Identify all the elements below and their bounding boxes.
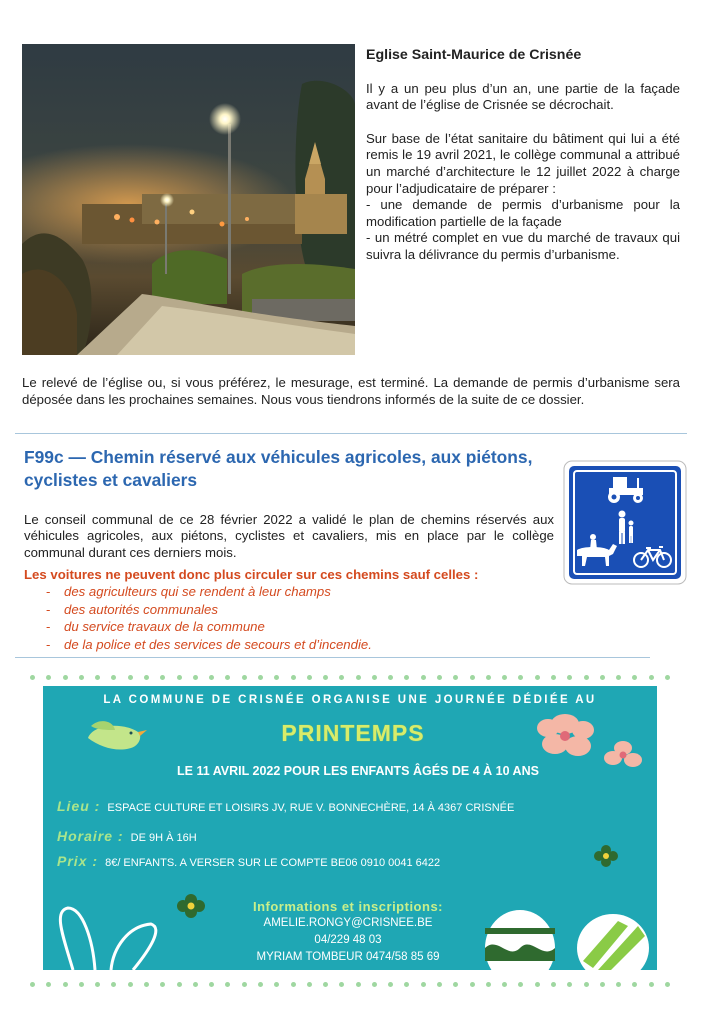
church-paragraph-2: Sur base de l’état sanitaire du bâtiment qui lui a été remis le 19 avril 2021, le collège communal a attribué un marché d’architecture le 12 juillet 2022 à charge pour l’adjudicataire de préparer :: [366, 130, 680, 196]
bird-icon: [88, 721, 147, 749]
f99c-exceptions: [24, 566, 584, 653]
section-divider: [15, 657, 650, 658]
church-list-item-2: - un métré complet en vue du marché de travaux qui suivra la délivrance du permis d’urbanisme.: [366, 230, 680, 262]
list-item: - des agriculteurs qui se rendent à leur champs: [46, 584, 331, 600]
flyer-header: LA COMMUNE DE CRISNÉE ORGANISE UNE JOURNÉE DÉDIÉE AU: [103, 694, 597, 706]
church-paragraph-1: Il y a un peu plus d’un an, une partie de la façade avant de l’église de Crisnée se décrochait.: [366, 80, 680, 113]
spring-flyer: [43, 686, 657, 970]
flyer-horaire: Horaire : DE 9H À 16H: [57, 828, 197, 844]
flyer-email[interactable]: AMELIE.RONGY@CRISNEE.BE: [263, 917, 433, 929]
f99c-warning: Les voitures ne peuvent donc plus circuler sur ces chemins sauf celles :: [24, 567, 479, 582]
list-item: - du service travaux de la commune: [46, 619, 265, 635]
flyer-contact-2: MYRIAM TOMBEUR 0474/58 85 69: [256, 951, 440, 963]
f99c-heading: F99c — Chemin réservé aux véhicules agricoles, aux piétons, cyclistes et cavaliers: [24, 447, 533, 490]
flyer-info-title: Informations et inscriptions:: [252, 899, 443, 914]
f99c-body: Le conseil communal de ce 28 février 2022 a validé le plan de chemins réservés aux véhicules agricoles, aux piétons, cyclistes et cavaliers, mis en place par le collège communal durant ces derniers mois.: [24, 512, 554, 560]
church-article: [366, 47, 680, 264]
dotted-border-bottom: [30, 982, 670, 990]
bunny-ears-icon: [60, 908, 155, 970]
flyer-date: LE 11 AVRIL 2022 POUR LES ENFANTS ÂGÉS DE 4 À 10 ANS: [177, 764, 539, 778]
easter-egg-icon: [577, 914, 649, 970]
list-item: - des autorités communales: [46, 601, 218, 617]
section-divider: [15, 433, 687, 434]
church-list-item-1: - une demande de permis d’urbanisme pour la modification partielle de la façade: [366, 197, 680, 229]
flower-icon: [537, 714, 594, 756]
list-item: - de la police et des services de secours et d’incendie.: [46, 636, 372, 652]
flower-icon: [594, 845, 618, 867]
flyer-lieu: Lieu : ESPACE CULTURE ET LOISIRS JV, RUE V. BONNECHÈRE, 14 À 4367 CRISNÉE: [57, 798, 515, 814]
dotted-border-top: [30, 675, 670, 683]
flower-icon: [604, 741, 642, 767]
church-paragraph-3: Le relevé de l’église ou, si vous préférez, le mesurage, est terminé. La demande de permis d’urbanisme sera déposée dans les prochaines semaines. Nous vous tiendrons informés de la suite de ce dossier.: [22, 375, 680, 407]
church-night-photo: [22, 44, 355, 355]
flyer-contact: [213, 898, 483, 966]
flower-icon: [177, 894, 205, 918]
flyer-title: PRINTEMPS: [281, 720, 425, 746]
flyer-phone: 04/229 48 03: [314, 934, 382, 946]
easter-egg-icon: [485, 910, 555, 970]
church-article-title: Eglise Saint-Maurice de Crisnée: [366, 47, 582, 63]
flyer-prix: Prix : 8€/ ENFANTS. A VERSER SUR LE COMPTE BE06 0910 0041 6422: [57, 853, 441, 869]
